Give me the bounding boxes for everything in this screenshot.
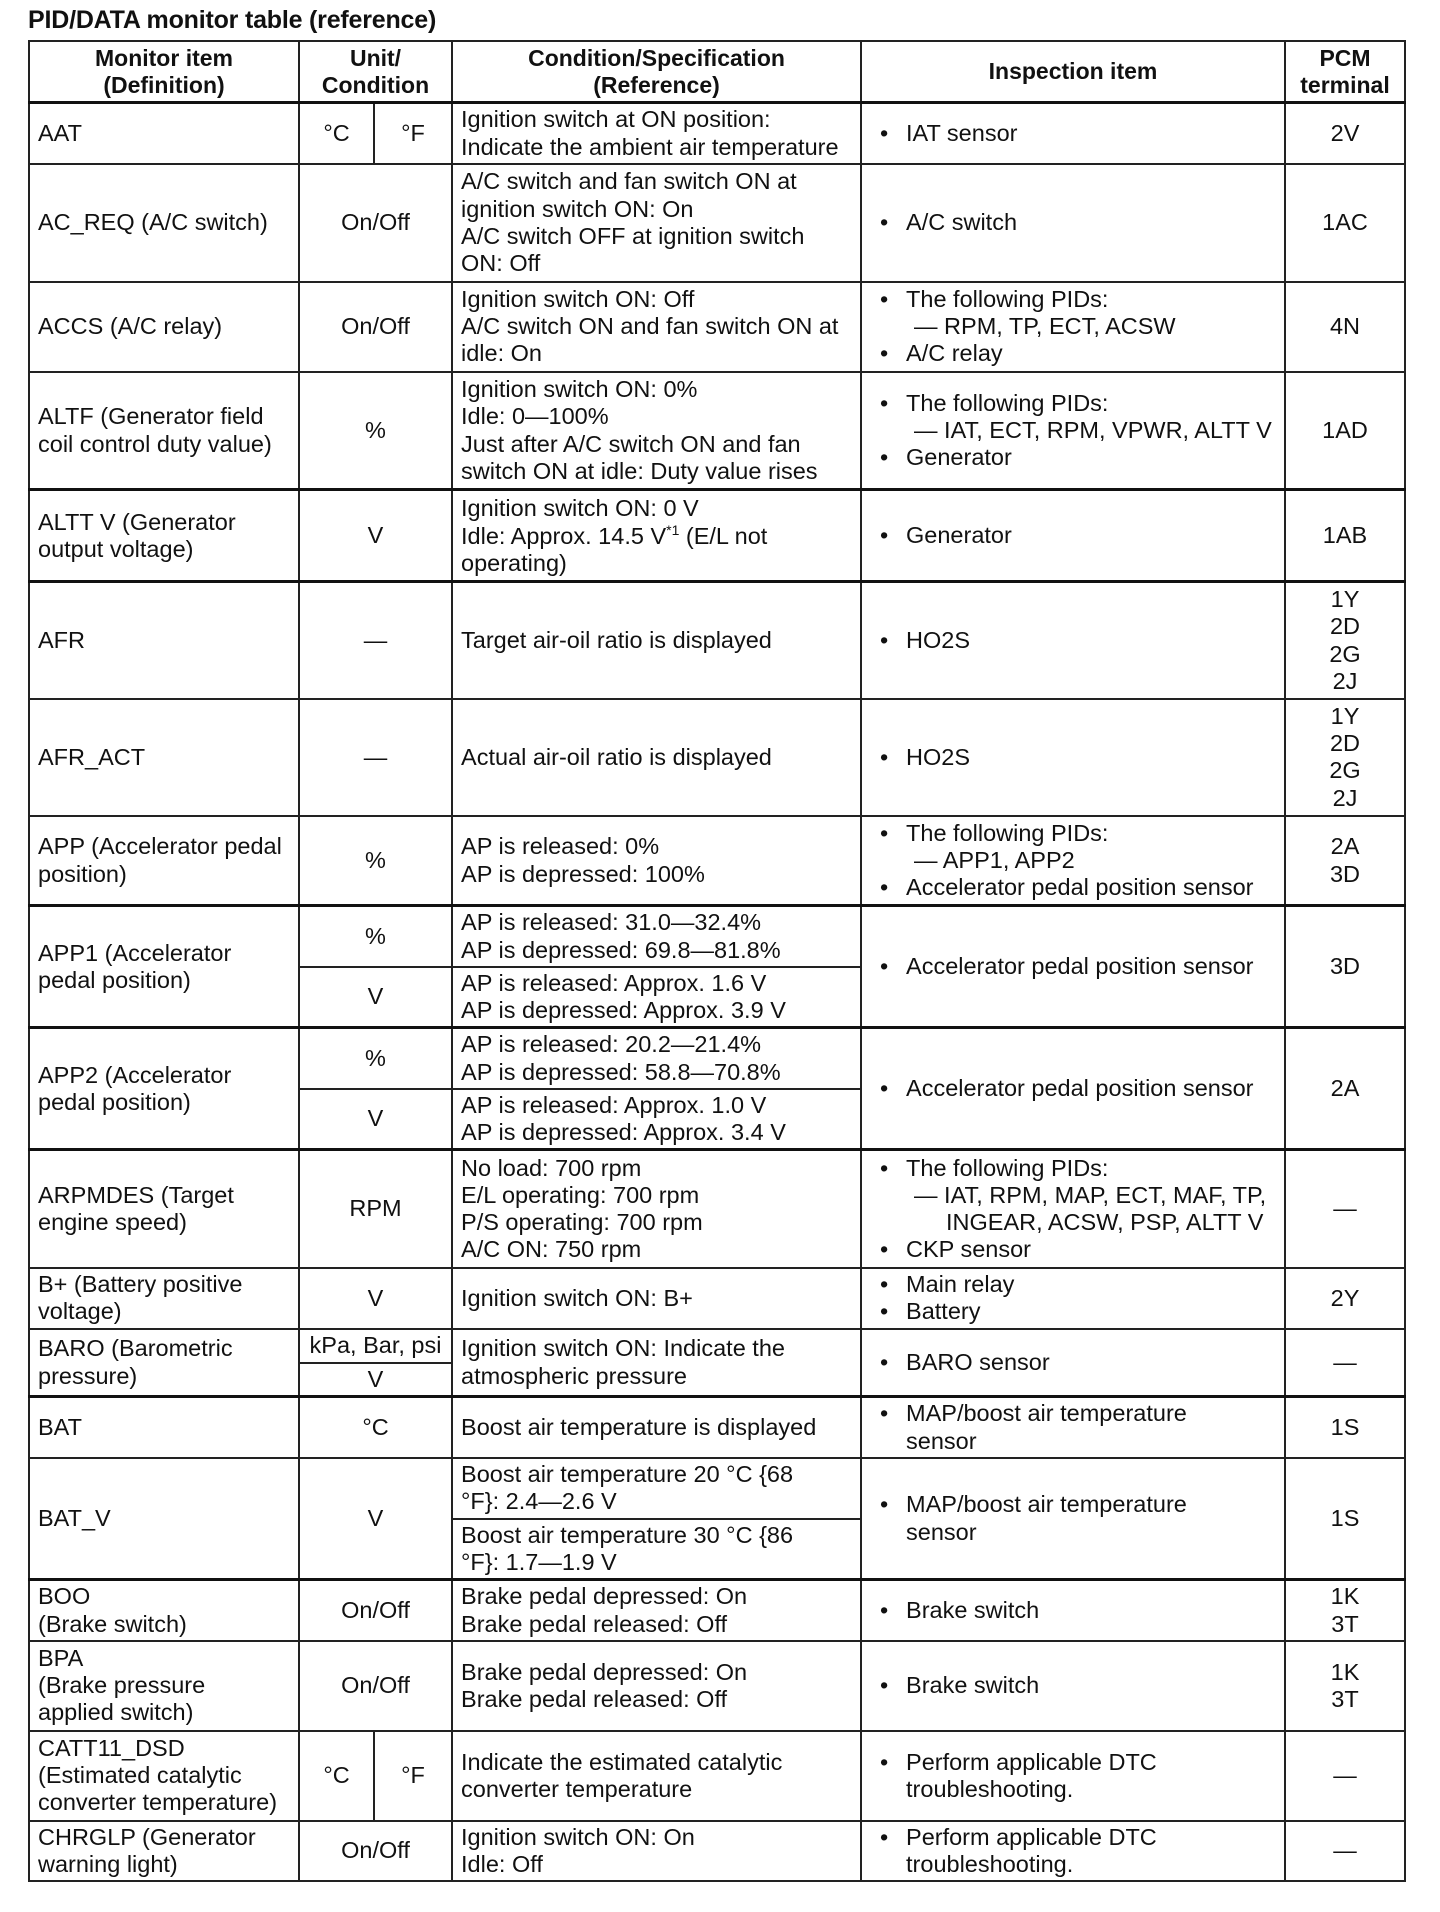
condition-spec: Brake pedal depressed: On Brake pedal released: Off [452, 1641, 861, 1731]
table-row [29, 372, 1405, 490]
unit: RPM [299, 1150, 452, 1268]
pcm-terminal: 1AB [1285, 490, 1405, 582]
monitor-item: APP (Accelerator pedal position) [29, 816, 299, 906]
pcm-terminal: — [1285, 1821, 1405, 1882]
table-row [29, 164, 1405, 282]
monitor-item: AC_REQ (A/C switch) [29, 164, 299, 282]
inspection-item: • BARO sensor [861, 1329, 1285, 1397]
inspection-item: • MAP/boost air temperature sensor [861, 1458, 1285, 1580]
table-row [29, 1150, 1405, 1268]
inspection-item: • IAT sensor [861, 103, 1285, 164]
unit-fahrenheit: °F [374, 103, 452, 164]
condition-spec: Ignition switch at ON position: Indicate the ambient air temperature [452, 103, 861, 164]
inspection-item: • Brake switch [861, 1641, 1285, 1731]
condition-spec: AP is released: 31.0—32.4% AP is depressed: 69.8—81.8% [452, 906, 861, 967]
pid-monitor-table [28, 40, 1406, 1882]
condition-spec: Ignition switch ON: 0% Idle: 0—100% Just after A/C switch ON and fan switch ON at idle: Duty value rises [452, 372, 861, 490]
condition-spec: AP is released: 20.2—21.4% AP is depressed: 58.8—70.8% [452, 1028, 861, 1089]
page-title: PID/DATA monitor table (reference) [28, 6, 437, 34]
unit-celsius: °C [299, 1731, 374, 1821]
inspection-item: • Main relay • Battery [861, 1268, 1285, 1329]
monitor-item: BAT_V [29, 1458, 299, 1580]
monitor-item: BPA (Brake pressure applied switch) [29, 1641, 299, 1731]
monitor-item: B+ (Battery positive voltage) [29, 1268, 299, 1329]
inspection-item: • The following PIDs: — IAT, RPM, MAP, ECT, MAF, TP, INGEAR, ACSW, PSP, ALTT V • CKP sensor [861, 1150, 1285, 1268]
table-row [29, 699, 1405, 816]
table-row [29, 582, 1405, 699]
inspection-item: • The following PIDs: — APP1, APP2 • Accelerator pedal position sensor [861, 816, 1285, 906]
inspection-item: • HO2S [861, 699, 1285, 816]
unit: V [299, 1458, 452, 1580]
condition-spec: AP is released: 0% AP is depressed: 100% [452, 816, 861, 906]
table-row [29, 906, 1405, 967]
inspection-item: • HO2S [861, 582, 1285, 699]
table-row [29, 1268, 1405, 1329]
condition-spec: Indicate the estimated catalytic converter temperature [452, 1731, 861, 1821]
table-header-row [29, 41, 1405, 103]
inspection-item: • Perform applicable DTC troubleshooting. [861, 1821, 1285, 1882]
inspection-item: • Generator [861, 490, 1285, 582]
unit: On/Off [299, 1641, 452, 1731]
monitor-item: APP1 (Accelerator pedal position) [29, 906, 299, 1028]
monitor-item: CHRGLP (Generator warning light) [29, 1821, 299, 1882]
pcm-terminal: — [1285, 1329, 1405, 1397]
condition-spec: AP is released: Approx. 1.0 V AP is depressed: Approx. 3.4 V [452, 1089, 861, 1150]
condition-spec: Boost air temperature is displayed [452, 1397, 861, 1458]
table-row [29, 103, 1405, 164]
inspection-item: • A/C switch [861, 164, 1285, 282]
unit-pressure: kPa, Bar, psi [299, 1329, 452, 1363]
inspection-item: • Brake switch [861, 1580, 1285, 1641]
monitor-item: AFR_ACT [29, 699, 299, 816]
table-row [29, 282, 1405, 372]
unit: On/Off [299, 1821, 452, 1882]
pcm-terminal: 1K 3T [1285, 1580, 1405, 1641]
unit: % [299, 372, 452, 490]
monitor-item: BOO (Brake switch) [29, 1580, 299, 1641]
unit: On/Off [299, 282, 452, 372]
pcm-terminal: 2V [1285, 103, 1405, 164]
pcm-terminal: 1S [1285, 1397, 1405, 1458]
condition-spec: Ignition switch ON: B+ [452, 1268, 861, 1329]
condition-spec: Ignition switch ON: On Idle: Off [452, 1821, 861, 1882]
header-monitor-item: Monitor item (Definition) [29, 41, 299, 103]
monitor-item: CATT11_DSD (Estimated catalytic converter temperature) [29, 1731, 299, 1821]
unit: — [299, 699, 452, 816]
unit-volt: V [299, 1363, 452, 1397]
monitor-item: AFR [29, 582, 299, 699]
unit-celsius: °C [299, 103, 374, 164]
unit: V [299, 1268, 452, 1329]
inspection-item: • Accelerator pedal position sensor [861, 906, 1285, 1028]
unit-percent: % [299, 906, 452, 967]
monitor-item: BAT [29, 1397, 299, 1458]
condition-spec: Boost air temperature 30 °C {86 °F}: 1.7—1.9 V [452, 1519, 861, 1580]
condition-spec: Ignition switch ON: 0 V Idle: Approx. 14.5 $V^{*1}$ (E/L not operating) [452, 490, 861, 582]
monitor-item: AAT [29, 103, 299, 164]
inspection-item: • Accelerator pedal position sensor [861, 1028, 1285, 1150]
condition-spec: A/C switch and fan switch ON at ignition switch ON: On A/C switch OFF at ignition switch ON: Off [452, 164, 861, 282]
pcm-terminal: 1AC [1285, 164, 1405, 282]
inspection-item: • MAP/boost air temperature sensor [861, 1397, 1285, 1458]
condition-spec: Ignition switch ON: Indicate the atmospheric pressure [452, 1329, 861, 1397]
condition-spec: Ignition switch ON: Off A/C switch ON and fan switch ON at idle: On [452, 282, 861, 372]
pcm-terminal: 2A 3D [1285, 816, 1405, 906]
table-row [29, 1028, 1405, 1089]
unit: On/Off [299, 1580, 452, 1641]
pcm-terminal: 2A [1285, 1028, 1405, 1150]
pcm-terminal: — [1285, 1150, 1405, 1268]
header-unit: Unit/ Condition [299, 41, 452, 103]
condition-spec: Boost air temperature 20 °C {68 °F}: 2.4—2.6 V [452, 1458, 861, 1519]
pcm-terminal: 1S [1285, 1458, 1405, 1580]
inspection-item: • The following PIDs: — IAT, ECT, RPM, VPWR, ALTT V • Generator [861, 372, 1285, 490]
pcm-terminal: 1Y 2D 2G 2J [1285, 582, 1405, 699]
unit: % [299, 816, 452, 906]
unit-percent: % [299, 1028, 452, 1089]
unit: On/Off [299, 164, 452, 282]
table-row [29, 490, 1405, 582]
pcm-terminal: — [1285, 1731, 1405, 1821]
monitor-item: APP2 (Accelerator pedal position) [29, 1028, 299, 1150]
pcm-terminal: 2Y [1285, 1268, 1405, 1329]
table-row [29, 1821, 1405, 1882]
unit: °C [299, 1397, 452, 1458]
unit-volt: V [299, 967, 452, 1028]
table-row [29, 1458, 1405, 1519]
table-row [29, 1397, 1405, 1458]
table-row [29, 816, 1405, 906]
pcm-terminal: 1K 3T [1285, 1641, 1405, 1731]
pcm-terminal: 3D [1285, 906, 1405, 1028]
inspection-item: • Perform applicable DTC troubleshooting. [861, 1731, 1285, 1821]
unit-fahrenheit: °F [374, 1731, 452, 1821]
monitor-item: ARPMDES (Target engine speed) [29, 1150, 299, 1268]
header-condition: Condition/Specification (Reference) [452, 41, 861, 103]
table-row [29, 1641, 1405, 1731]
pcm-terminal: 4N [1285, 282, 1405, 372]
condition-spec: Actual air-oil ratio is displayed [452, 699, 861, 816]
pcm-terminal: 1Y 2D 2G 2J [1285, 699, 1405, 816]
header-inspection: Inspection item [861, 41, 1285, 103]
table-row [29, 1329, 1405, 1363]
unit: — [299, 582, 452, 699]
condition-spec: Brake pedal depressed: On Brake pedal released: Off [452, 1580, 861, 1641]
monitor-item: ACCS (A/C relay) [29, 282, 299, 372]
inspection-item: • The following PIDs: — RPM, TP, ECT, ACSW • A/C relay [861, 282, 1285, 372]
monitor-item: ALTT V (Generator output voltage) [29, 490, 299, 582]
unit-volt: V [299, 1089, 452, 1150]
condition-spec: Target air-oil ratio is displayed [452, 582, 861, 699]
monitor-item: ALTF (Generator field coil control duty value) [29, 372, 299, 490]
condition-spec: No load: 700 rpm E/L operating: 700 rpm P/S operating: 700 rpm A/C ON: 750 rpm [452, 1150, 861, 1268]
pcm-terminal: 1AD [1285, 372, 1405, 490]
table-row [29, 1580, 1405, 1641]
monitor-item: BARO (Barometric pressure) [29, 1329, 299, 1397]
unit: V [299, 490, 452, 582]
header-pcm-terminal: PCM terminal [1285, 41, 1405, 103]
table-row [29, 1731, 1405, 1821]
condition-spec: AP is released: Approx. 1.6 V AP is depressed: Approx. 3.9 V [452, 967, 861, 1028]
